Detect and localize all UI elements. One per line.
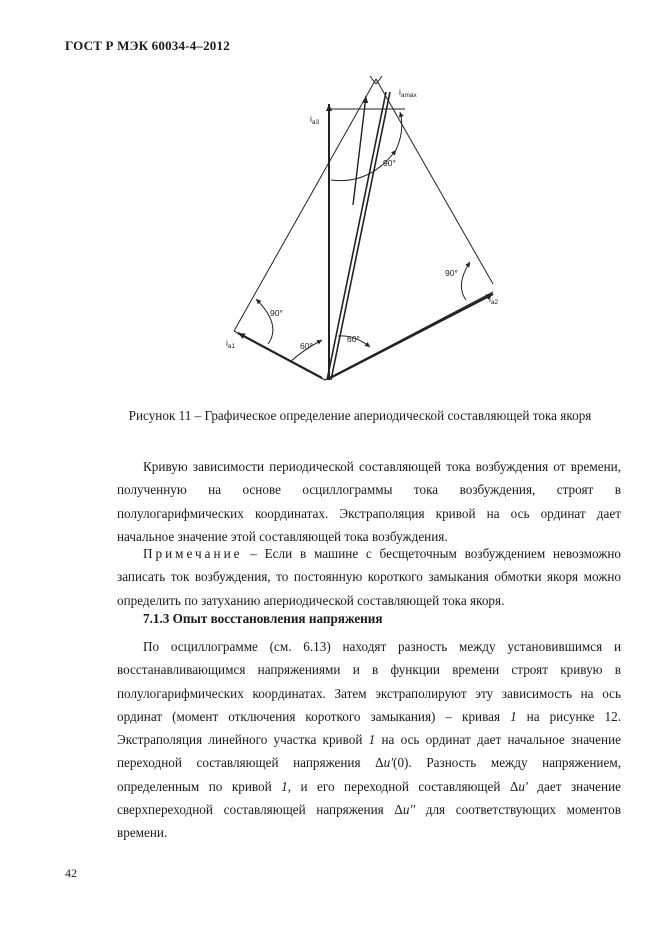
side-right xyxy=(376,79,493,284)
arc-right xyxy=(461,262,470,300)
paragraph-1-text: Кривую зависимости периодической составляющей тока возбуждения от времени, полученную на основе осциллограммы тока возбуждения, строят в полулогарифмических координатах. Экстраполяция кривой на ось ординат дает начальное значение этой составляющей тока возбуждения. xyxy=(117,459,621,544)
arc-left xyxy=(256,299,273,344)
section-heading: 7.1.3 Опыт восстановления напряжения xyxy=(143,611,383,626)
angle-bottom-left-label: 60° xyxy=(300,341,313,351)
page-number: 42 xyxy=(65,866,77,880)
angle-left-label: 90° xyxy=(270,308,283,318)
note-body: – Если в машине с бесщеточным возбуждением невозможно записать ток возбуждения, то постоянную короткого замыкания обмотки якоря можно определить по затуханию апериодической составляющей тока якоря. xyxy=(117,546,621,608)
figure-11 xyxy=(0,0,661,400)
angle-bottom-right-label: 60° xyxy=(347,334,360,344)
figure-caption: Рисунок 11 – Графическое определение апериодической составляющей тока якоря xyxy=(128,408,592,423)
paragraph-3-text: По осциллограмме (см. 6.13) находят разность между установившимся и восстанавливающимся напряжениями и в функции времени строят кривую в полулогарифмических координатах. Затем экстраполируют эту зависимость на ось ординат (момент отключения короткого замыкания) – кривая 1 на рисунке 12. Экстраполяция линейного участка кривой 1 на ось ординат дает начальное значение переходной составляющей напряжения Δu'(0). Разность между напряжением, определенным по кривой 1, и его переходной составляющей Δu' дает значение сверхпереходной составляющей напряжения Δu'' для соответствующих моментов времени. xyxy=(117,639,621,841)
vector-ia1 xyxy=(238,333,322,378)
label-ia1: $i_{a1}$ xyxy=(226,338,236,350)
vector-diagram xyxy=(0,0,661,400)
label-ia3: $i_{a3}$ xyxy=(310,114,320,126)
vector-iamax-2 xyxy=(331,92,390,380)
note-label: Примечание xyxy=(143,546,243,561)
note-paragraph xyxy=(117,542,621,612)
angle-top-label: 90° xyxy=(383,158,396,168)
angle-right-label: 90° xyxy=(445,268,458,278)
note-text xyxy=(117,542,621,612)
vector-iamax-inner xyxy=(353,96,366,205)
document-header: ГОСТ Р МЭК 60034-4–2012 xyxy=(65,38,230,53)
label-iamax: $i_{amax}$ xyxy=(399,87,417,99)
paragraph-3 xyxy=(117,635,621,845)
paragraph-1 xyxy=(117,455,621,548)
label-ia2: $i_{a2}$ xyxy=(489,294,499,306)
side-left xyxy=(234,79,376,331)
arc-top-2 xyxy=(396,112,402,150)
